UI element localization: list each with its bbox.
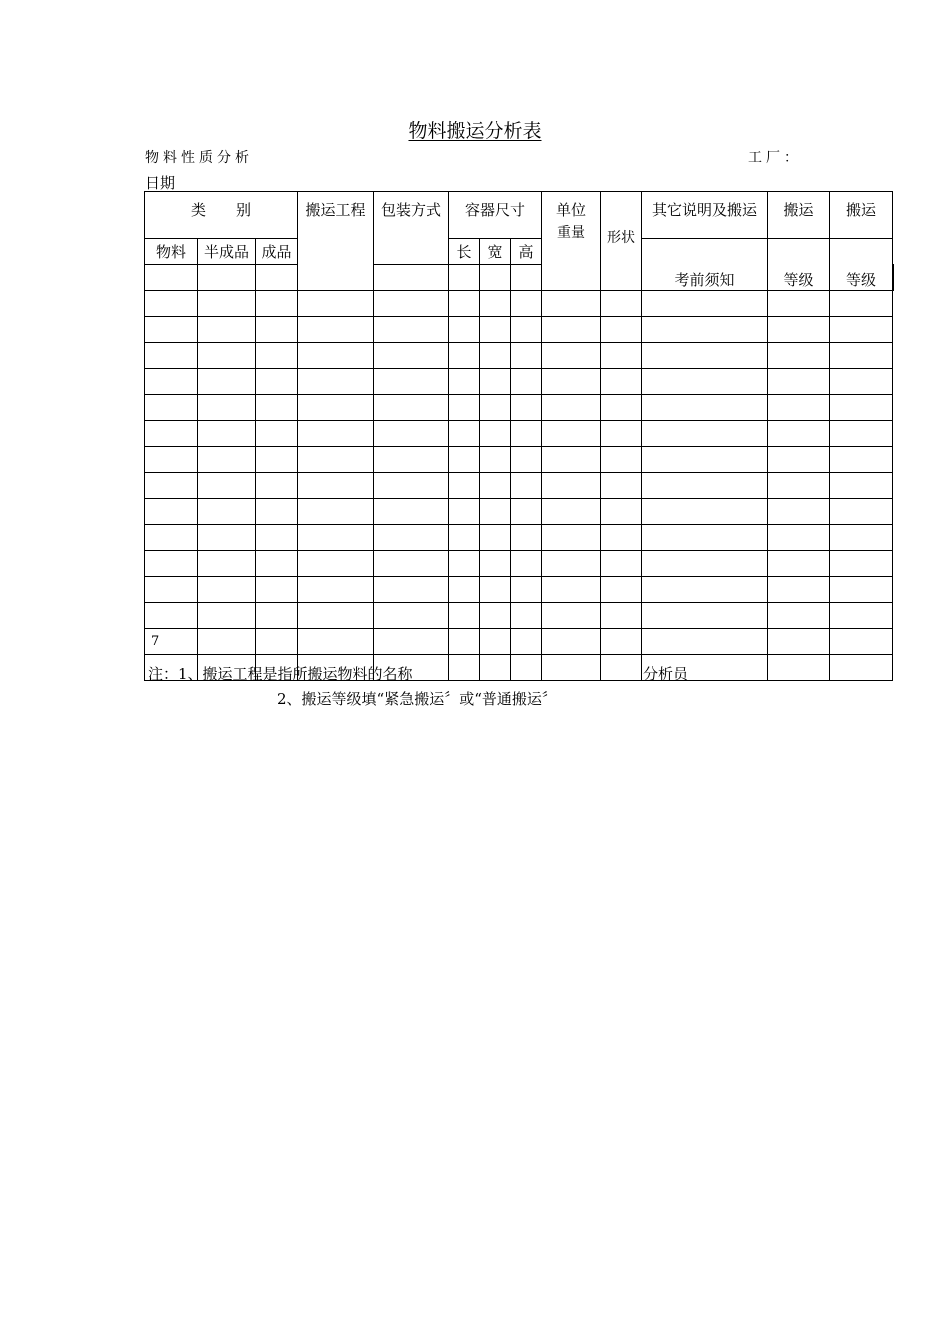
table-cell[interactable]: [642, 499, 768, 525]
table-cell[interactable]: [601, 395, 642, 421]
table-cell[interactable]: [256, 447, 298, 473]
header-grade-a-line2: 等级: [768, 239, 830, 291]
table-cell[interactable]: [642, 343, 768, 369]
table-cell[interactable]: [830, 291, 893, 317]
table-cell[interactable]: [511, 525, 542, 551]
table-cell[interactable]: [256, 395, 298, 421]
table-cell[interactable]: [256, 343, 298, 369]
table-cell[interactable]: [511, 655, 542, 681]
table-cell[interactable]: [480, 369, 511, 395]
table-cell[interactable]: [542, 317, 601, 343]
header-grade-a: 搬运: [768, 192, 830, 239]
table-cell[interactable]: [449, 343, 480, 369]
header-grade-b: 搬运: [830, 192, 893, 239]
table-cell[interactable]: [145, 421, 198, 447]
table-row: [145, 447, 894, 473]
table-cell[interactable]: [256, 551, 298, 577]
table-cell[interactable]: [480, 291, 511, 317]
table-cell[interactable]: [511, 551, 542, 577]
table-cell[interactable]: [542, 291, 601, 317]
header-row-1: [145, 192, 894, 239]
table-cell[interactable]: [511, 343, 542, 369]
table-cell[interactable]: [601, 525, 642, 551]
table-cell[interactable]: [198, 395, 256, 421]
table-cell[interactable]: [830, 421, 893, 447]
table-cell[interactable]: [298, 369, 374, 395]
table-cell[interactable]: [198, 317, 256, 343]
table-cell[interactable]: [374, 421, 449, 447]
table-cell[interactable]: [830, 343, 893, 369]
header-finished: 成品: [256, 239, 298, 265]
table-cell[interactable]: [449, 551, 480, 577]
table-cell[interactable]: [830, 473, 893, 499]
table-cell[interactable]: [374, 577, 449, 603]
table-cell[interactable]: [449, 291, 480, 317]
table-cell[interactable]: [601, 577, 642, 603]
analyst-label: 分析员: [643, 665, 689, 683]
table-cell[interactable]: [768, 317, 830, 343]
table-cell[interactable]: [542, 499, 601, 525]
row-marker: 7: [145, 629, 198, 655]
table-cell[interactable]: [511, 265, 542, 291]
table-cell[interactable]: [542, 629, 601, 655]
table-cell[interactable]: [449, 499, 480, 525]
table-cell[interactable]: [480, 499, 511, 525]
table-cell[interactable]: [768, 603, 830, 629]
table-cell[interactable]: [298, 551, 374, 577]
table-cell[interactable]: [374, 473, 449, 499]
table-cell[interactable]: [480, 343, 511, 369]
table-cell[interactable]: [449, 603, 480, 629]
table-cell[interactable]: [449, 525, 480, 551]
table-cell[interactable]: [198, 525, 256, 551]
table-cell[interactable]: [198, 577, 256, 603]
table-cell[interactable]: [642, 447, 768, 473]
table-cell[interactable]: [449, 577, 480, 603]
table-cell[interactable]: [145, 369, 198, 395]
table-cell[interactable]: [449, 265, 480, 291]
table-cell[interactable]: [374, 447, 449, 473]
table-cell[interactable]: [298, 317, 374, 343]
table-cell[interactable]: [642, 577, 768, 603]
header-row-2: [145, 239, 894, 265]
table-cell[interactable]: [480, 603, 511, 629]
table-cell[interactable]: [768, 577, 830, 603]
header-notes-line2: 考前须知: [642, 239, 768, 291]
table-cell[interactable]: [374, 395, 449, 421]
table-cell[interactable]: [480, 577, 511, 603]
header-unit-weight-line1: 单位: [555, 201, 586, 219]
table-cell[interactable]: [542, 395, 601, 421]
table-cell[interactable]: [542, 577, 601, 603]
table-cell[interactable]: [511, 447, 542, 473]
table-cell[interactable]: [542, 655, 601, 681]
table-cell[interactable]: [256, 499, 298, 525]
table-row: [145, 499, 894, 525]
table-cell[interactable]: [601, 473, 642, 499]
table-row: [145, 629, 894, 655]
table-row: [145, 473, 894, 499]
table-cell[interactable]: [511, 577, 542, 603]
table-cell[interactable]: [198, 473, 256, 499]
table-cell[interactable]: [256, 265, 298, 291]
table-cell[interactable]: [256, 473, 298, 499]
table-row: [145, 369, 894, 395]
table-cell[interactable]: [198, 447, 256, 473]
table-cell[interactable]: [601, 551, 642, 577]
table-cell[interactable]: [298, 343, 374, 369]
table-cell[interactable]: [374, 291, 449, 317]
table-cell[interactable]: [298, 525, 374, 551]
table-cell[interactable]: [511, 603, 542, 629]
table-cell[interactable]: [256, 291, 298, 317]
table-cell[interactable]: [768, 499, 830, 525]
table-cell[interactable]: [449, 421, 480, 447]
table-cell[interactable]: [256, 525, 298, 551]
table-cell[interactable]: [542, 369, 601, 395]
header-packaging: 包装方式: [374, 192, 449, 265]
table-cell[interactable]: [893, 265, 894, 291]
header-length: 长: [449, 239, 480, 265]
table-row: [145, 395, 894, 421]
table-cell[interactable]: [298, 395, 374, 421]
table-cell[interactable]: [601, 291, 642, 317]
table-cell[interactable]: [374, 525, 449, 551]
table-cell[interactable]: [768, 473, 830, 499]
table-cell[interactable]: [601, 655, 642, 681]
table-cell[interactable]: [830, 447, 893, 473]
table-cell[interactable]: [601, 317, 642, 343]
table-cell[interactable]: [601, 447, 642, 473]
table-cell[interactable]: [480, 473, 511, 499]
table-cell[interactable]: [542, 421, 601, 447]
table-cell[interactable]: [642, 291, 768, 317]
table-cell[interactable]: [601, 499, 642, 525]
table-cell[interactable]: [256, 629, 298, 655]
table-row: [145, 551, 894, 577]
table-cell[interactable]: [642, 369, 768, 395]
table-cell[interactable]: [480, 655, 511, 681]
table-cell[interactable]: [601, 603, 642, 629]
table-cell[interactable]: [768, 291, 830, 317]
table-row: [145, 291, 894, 317]
table-cell[interactable]: [511, 473, 542, 499]
table-cell[interactable]: [642, 603, 768, 629]
table-cell[interactable]: [830, 395, 893, 421]
table-cell[interactable]: [830, 499, 893, 525]
table-cell[interactable]: [768, 551, 830, 577]
header-container-size: 容器尺寸: [449, 192, 542, 239]
table-cell[interactable]: [145, 291, 198, 317]
table-cell[interactable]: [256, 603, 298, 629]
header-grade-b-line2: 等级: [830, 239, 893, 291]
table-cell[interactable]: [601, 369, 642, 395]
table-cell[interactable]: [145, 473, 198, 499]
table-cell[interactable]: [198, 551, 256, 577]
table-cell[interactable]: [542, 343, 601, 369]
table-cell[interactable]: [480, 551, 511, 577]
header-semi-finished: 半成品: [198, 239, 256, 265]
table-cell[interactable]: [768, 655, 830, 681]
table-cell[interactable]: [642, 525, 768, 551]
table-cell[interactable]: [298, 447, 374, 473]
table-cell[interactable]: [198, 343, 256, 369]
table-row: [145, 525, 894, 551]
table-cell[interactable]: [145, 551, 198, 577]
table-cell[interactable]: [256, 369, 298, 395]
table-cell[interactable]: [374, 369, 449, 395]
table-cell[interactable]: [830, 629, 893, 655]
table-cell[interactable]: [768, 395, 830, 421]
table-cell[interactable]: [298, 577, 374, 603]
table-cell[interactable]: [374, 265, 449, 291]
factory-label: 工厂：: [748, 150, 802, 166]
table-cell[interactable]: [198, 629, 256, 655]
header-height: 高: [511, 239, 542, 265]
table-cell[interactable]: [511, 395, 542, 421]
table-cell[interactable]: [480, 447, 511, 473]
table-cell[interactable]: [374, 551, 449, 577]
table-cell[interactable]: [480, 421, 511, 447]
footnote-2: 2、搬运等级填“紧急搬运〞或“普通搬运〞: [277, 690, 557, 708]
table-cell[interactable]: [449, 629, 480, 655]
table-cell[interactable]: [145, 603, 198, 629]
table-cell[interactable]: [298, 421, 374, 447]
table-cell[interactable]: [198, 421, 256, 447]
table-cell[interactable]: [374, 317, 449, 343]
table-cell[interactable]: [642, 551, 768, 577]
table-cell[interactable]: [642, 629, 768, 655]
table-cell[interactable]: [768, 525, 830, 551]
table-cell[interactable]: [256, 317, 298, 343]
table-cell[interactable]: [298, 629, 374, 655]
table-cell[interactable]: [511, 291, 542, 317]
header-process: 搬运工程: [298, 192, 374, 291]
table-cell[interactable]: [642, 473, 768, 499]
table-cell[interactable]: [449, 447, 480, 473]
table-cell[interactable]: [511, 317, 542, 343]
table-cell[interactable]: [768, 369, 830, 395]
table-cell[interactable]: [768, 629, 830, 655]
table-cell[interactable]: [145, 395, 198, 421]
table-cell[interactable]: [642, 395, 768, 421]
table-cell[interactable]: [830, 577, 893, 603]
table-cell[interactable]: [830, 551, 893, 577]
table-cell[interactable]: [198, 603, 256, 629]
table-row: [145, 317, 894, 343]
table-cell[interactable]: [768, 447, 830, 473]
table-cell[interactable]: [642, 421, 768, 447]
table-cell[interactable]: [511, 421, 542, 447]
table-cell[interactable]: [145, 525, 198, 551]
table-cell[interactable]: [449, 473, 480, 499]
header-category: 类 别: [145, 192, 298, 239]
table-cell[interactable]: [449, 317, 480, 343]
table-row: [145, 603, 894, 629]
table-cell[interactable]: [145, 499, 198, 525]
header-unit-weight: [542, 192, 601, 291]
table-cell[interactable]: [542, 551, 601, 577]
document-title: 物料搬运分析表: [408, 120, 542, 142]
table-cell[interactable]: [198, 291, 256, 317]
header-material: 物料: [145, 239, 198, 265]
table-row: [145, 421, 894, 447]
table-cell[interactable]: [449, 655, 480, 681]
table-cell[interactable]: [198, 265, 256, 291]
table-cell[interactable]: [768, 421, 830, 447]
table-cell[interactable]: [830, 603, 893, 629]
date-label: 日期: [145, 174, 176, 192]
table-cell[interactable]: [830, 369, 893, 395]
header-width: 宽: [480, 239, 511, 265]
analysis-table: [144, 191, 894, 681]
header-unit-weight-line2: 重量: [557, 225, 585, 241]
table-cell[interactable]: [511, 629, 542, 655]
table-cell[interactable]: [830, 655, 893, 681]
table-cell[interactable]: [511, 369, 542, 395]
table-cell[interactable]: [511, 499, 542, 525]
table-cell[interactable]: [480, 395, 511, 421]
table-cell[interactable]: [298, 499, 374, 525]
table-cell[interactable]: [601, 629, 642, 655]
table-cell[interactable]: [542, 525, 601, 551]
table-cell[interactable]: [601, 343, 642, 369]
table-cell[interactable]: [145, 317, 198, 343]
table-cell[interactable]: [198, 499, 256, 525]
table-cell[interactable]: [480, 525, 511, 551]
table-cell[interactable]: [768, 343, 830, 369]
table-cell[interactable]: [480, 317, 511, 343]
table-cell[interactable]: [449, 369, 480, 395]
table-cell[interactable]: [145, 577, 198, 603]
header-notes: 其它说明及搬运: [642, 192, 768, 239]
table-cell[interactable]: [298, 291, 374, 317]
table-cell[interactable]: [298, 473, 374, 499]
subtitle: 物料性质分析: [145, 150, 253, 166]
table-cell[interactable]: [449, 395, 480, 421]
table-row: [145, 577, 894, 603]
table-cell[interactable]: [298, 603, 374, 629]
table-cell[interactable]: [542, 447, 601, 473]
table-cell[interactable]: [480, 265, 511, 291]
table-cell[interactable]: [256, 577, 298, 603]
table-cell[interactable]: [145, 447, 198, 473]
table-cell[interactable]: [198, 369, 256, 395]
table-cell[interactable]: [256, 421, 298, 447]
footnote-1: 注：1、搬运工程是指所搬运物料的名称: [148, 665, 413, 683]
table-cell[interactable]: [830, 317, 893, 343]
table-cell[interactable]: [542, 473, 601, 499]
table-cell[interactable]: [145, 265, 198, 291]
table-cell[interactable]: [374, 499, 449, 525]
table-cell[interactable]: [830, 525, 893, 551]
table-cell[interactable]: [374, 603, 449, 629]
table-cell[interactable]: [601, 421, 642, 447]
table-cell[interactable]: [480, 629, 511, 655]
table-row: [145, 343, 894, 369]
header-shape: 形状: [601, 192, 642, 291]
table-cell[interactable]: [374, 629, 449, 655]
table-cell[interactable]: [374, 343, 449, 369]
table-cell[interactable]: [542, 603, 601, 629]
table-cell[interactable]: [642, 317, 768, 343]
table-cell[interactable]: [145, 343, 198, 369]
